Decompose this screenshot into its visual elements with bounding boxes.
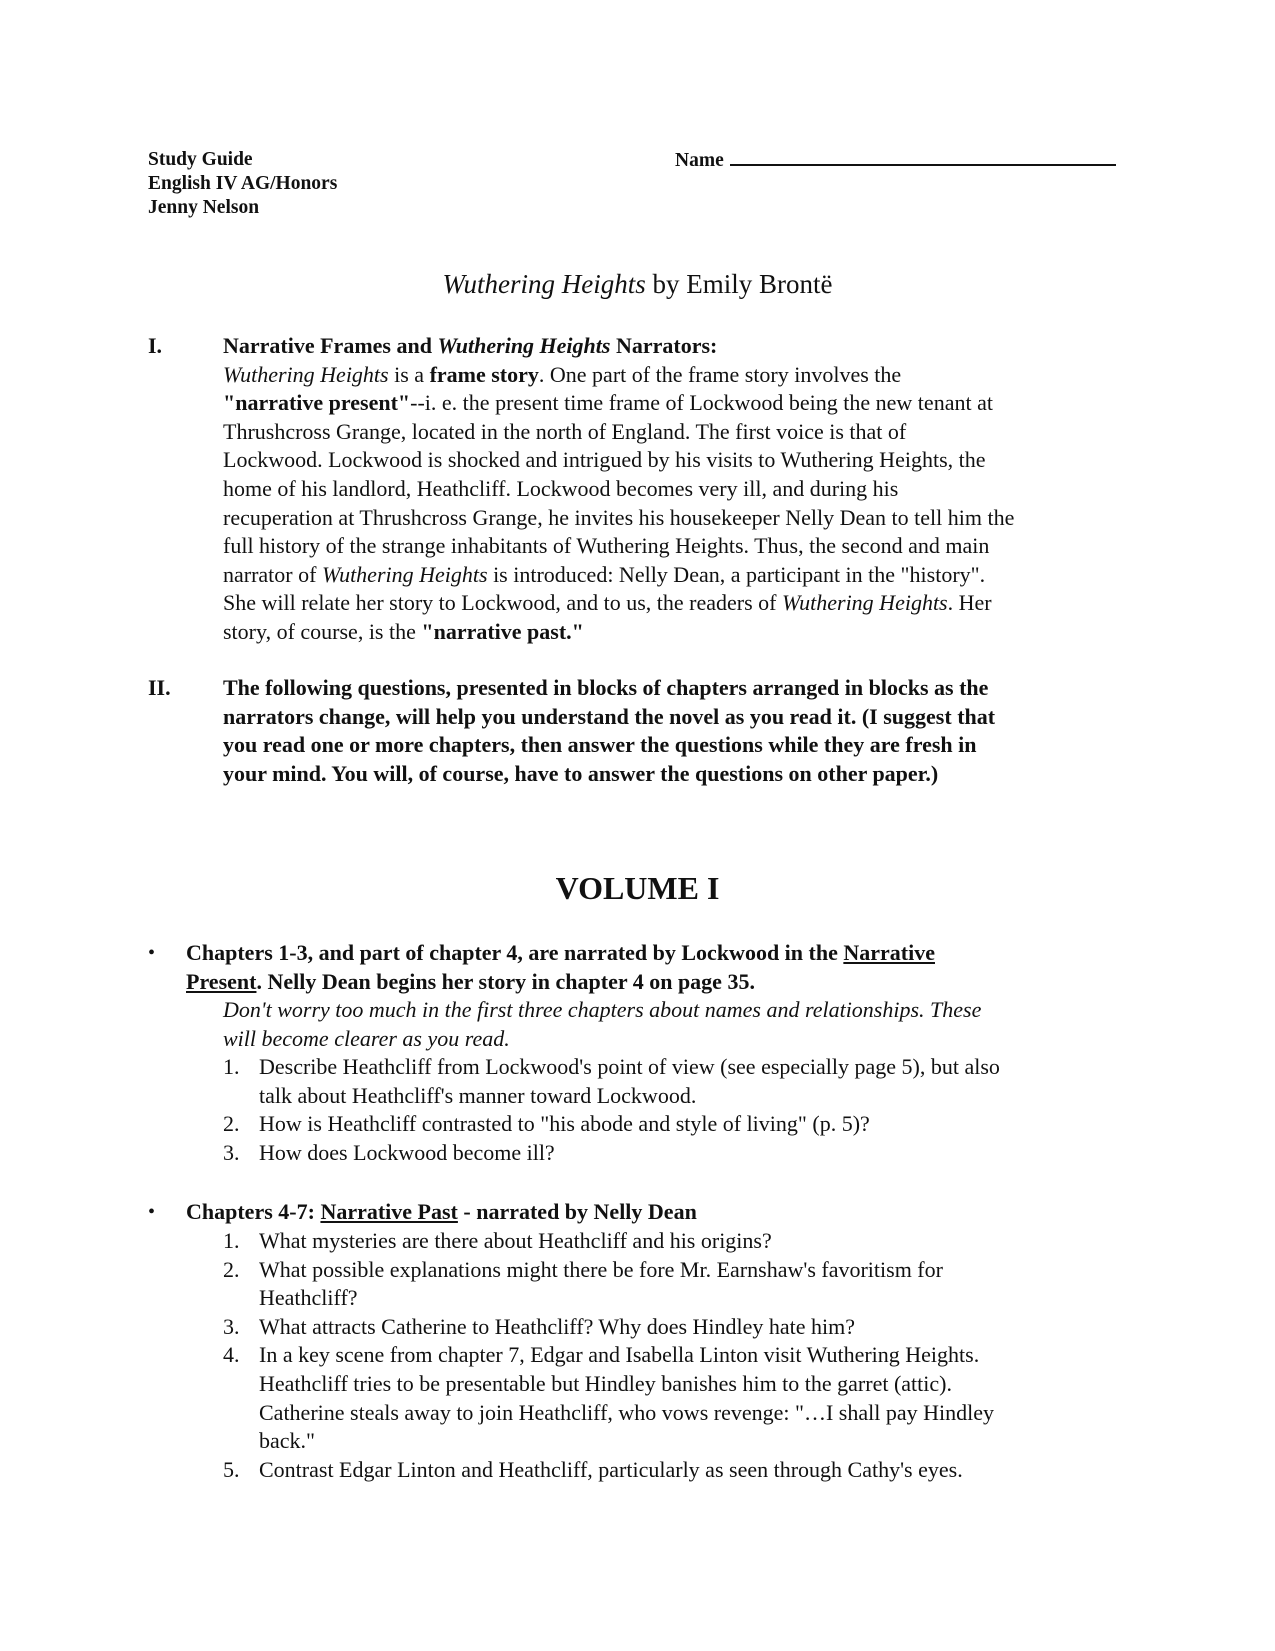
- paragraph-line: Thrushcross Grange, located in the north of England. The first voice is that of: [223, 418, 907, 444]
- name-field: [675, 148, 1116, 173]
- chapter-block-heading: Chapters 4-7: Narrative Past - narrated by Nelly Dean: [186, 1199, 697, 1224]
- paragraph-line: "narrative present"--i. e. the present time frame of Lockwood being the new tenant at: [223, 390, 993, 416]
- section-body: [223, 674, 1273, 788]
- doc-type: Study Guide: [148, 149, 253, 170]
- question-item: 2. What possible explanations might there be fore Mr. Earnshaw's favoritism for Heathcliff?: [223, 1256, 943, 1311]
- instruction-line: your mind. You will, of course, have to answer the questions on other paper.): [223, 760, 939, 786]
- section-heading: Narrative Frames and Wuthering Heights Narrators:: [223, 333, 718, 358]
- chapter-block-heading: Chapters 1-3, and part of chapter 4, are narrated by Lockwood in the Narrative Present. Nelly Dean begins her story in chapter 4 on page 35.: [186, 940, 935, 994]
- name-blank-line: [730, 148, 1116, 166]
- question-number: 1.: [223, 1054, 240, 1079]
- question-number: 5.: [223, 1456, 240, 1482]
- question-item: 2. How is Heathcliff contrasted to "his abode and style of living" (p. 5)?: [223, 1110, 1183, 1139]
- instruction-line: narrators change, will help you understand the novel as you read it. (I suggest that: [223, 703, 996, 729]
- section-number: II.: [148, 675, 171, 700]
- question-number: 3.: [223, 1139, 240, 1165]
- question-number: 4.: [223, 1342, 240, 1368]
- question-item: 3. How does Lockwood become ill?: [223, 1139, 1183, 1168]
- instruction-line: you read one or more chapters, then answer the questions while they are fresh in: [223, 732, 977, 758]
- paragraph-line: She will relate her story to Lockwood, and to us, the readers of Wuthering Heights. Her: [223, 590, 992, 616]
- paragraph-line: Wuthering Heights is a frame story. One part of the frame story involves the: [223, 361, 902, 387]
- question-number: 3.: [223, 1313, 240, 1339]
- course-name: English IV AG/Honors: [148, 173, 338, 194]
- paragraph-line: home of his landlord, Heathcliff. Lockwood becomes very ill, and during his: [223, 475, 899, 501]
- question-list-2: [223, 1227, 1183, 1484]
- name-label: Name: [675, 150, 724, 171]
- question-list-1: [223, 1053, 1183, 1167]
- question-number: 1.: [223, 1228, 240, 1253]
- title-author: by Emily Brontë: [645, 269, 833, 299]
- course-info: [148, 148, 337, 220]
- teacher-name: Jenny Nelson: [148, 197, 260, 218]
- instruction-line: The following questions, presented in blocks of chapters arranged in blocks as the: [223, 675, 989, 700]
- question-item: 1. What mysteries are there about Heathcliff and his origins?: [223, 1227, 1183, 1256]
- question-item: 4. In a key scene from chapter 7, Edgar and Isabella Linton visit Wuthering Heights. Heathcliff tries to be presentable but Hindley banishes him to the garret (attic). Catherine steals away to join Heathcliff, who vows revenge: "…I shall pay Hindley back.": [223, 1342, 994, 1454]
- bullet-icon: •: [148, 1201, 156, 1223]
- paragraph-line: Lockwood. Lockwood is shocked and intrigued by his visits to Wuthering Heights, the: [223, 447, 986, 473]
- question-item: 3. What attracts Catherine to Heathcliff? Why does Hindley hate him?: [223, 1313, 1183, 1342]
- question-item: 1. Describe Heathcliff from Lockwood's point of view (see especially page 5), but also talk about Heathcliff's manner toward Lockwood.: [223, 1054, 1000, 1108]
- section-number: I.: [148, 333, 163, 358]
- paragraph-line: story, of course, is the "narrative past.": [223, 618, 584, 644]
- reading-note: Don't worry too much in the first three chapters about names and relationships. These will become clearer as you read.: [223, 997, 982, 1051]
- question-item: 5. Contrast Edgar Linton and Heathcliff, particularly as seen through Cathy's eyes.: [223, 1456, 1183, 1485]
- question-number: 2.: [223, 1111, 240, 1137]
- question-number: 2.: [223, 1256, 240, 1282]
- paragraph-line: recuperation at Thrushcross Grange, he invites his housekeeper Nelly Dean to tell him the: [223, 504, 1015, 530]
- section-body: [223, 332, 1273, 647]
- page-title: [0, 268, 1275, 300]
- bullet-icon: •: [148, 942, 156, 964]
- paragraph-line: full history of the strange inhabitants of Wuthering Heights. Thus, the second and main: [223, 533, 990, 559]
- paragraph-line: narrator of Wuthering Heights is introduced: Nelly Dean, a participant in the "history".: [223, 561, 986, 587]
- volume-heading: VOLUME I: [555, 870, 720, 906]
- title-book: Wuthering Heights: [442, 269, 646, 299]
